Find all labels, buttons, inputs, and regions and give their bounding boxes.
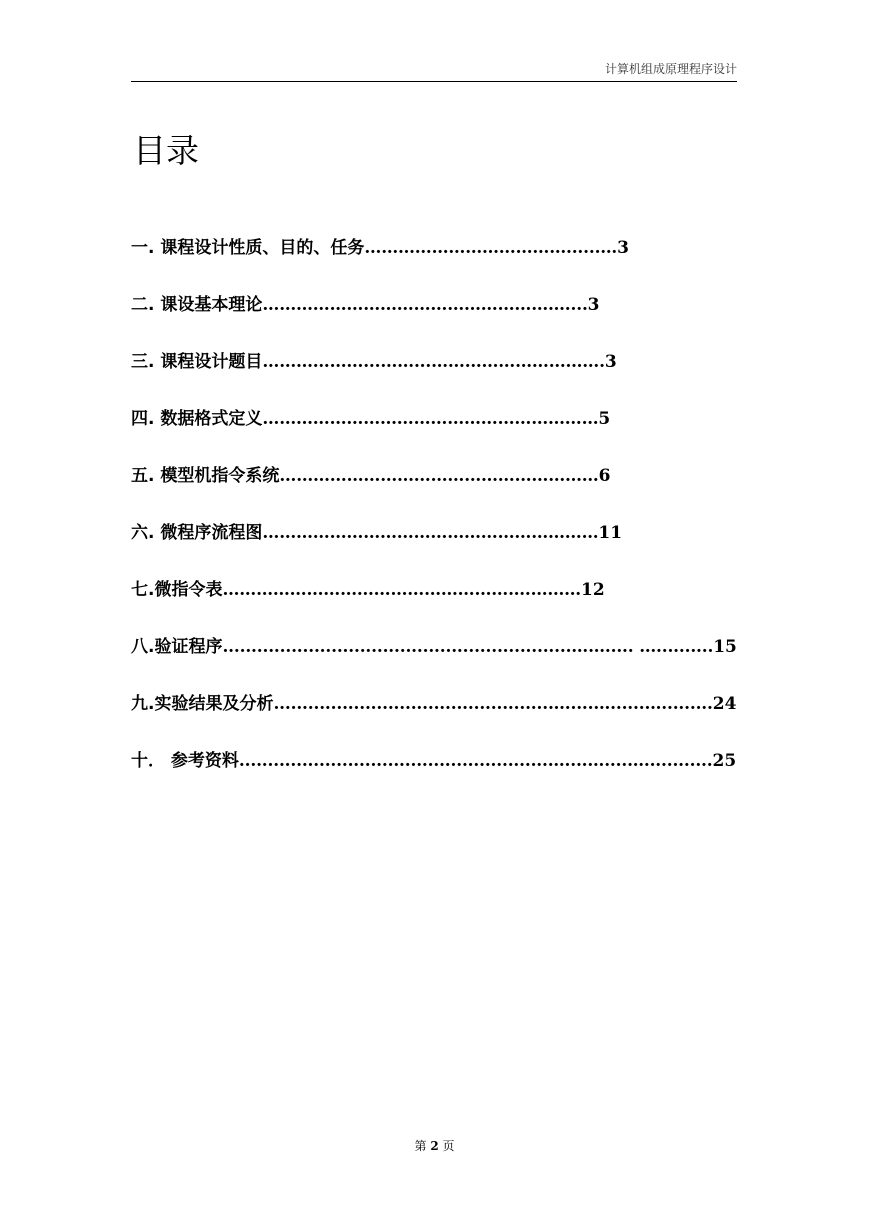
toc-entry-leader: ………………………………......… bbox=[364, 238, 618, 258]
toc-entry-page: 3 bbox=[617, 238, 629, 258]
toc-entry-8[interactable] bbox=[131, 635, 737, 659]
page-number-suffix: 页 bbox=[442, 1139, 455, 1153]
toc-entry-label: 三. 课程设计题目 bbox=[131, 352, 263, 372]
toc-entry-label: 七.微指令表 bbox=[131, 580, 223, 600]
page-footer bbox=[0, 1138, 869, 1154]
toc-title: 目录 bbox=[133, 131, 199, 170]
toc-entry-label: 二. 课设基本理论 bbox=[131, 295, 263, 315]
toc-entry-leader: ......................................................…....…....…............ bbox=[238, 751, 713, 771]
toc-entry-leader: ………………...……...…………………………. bbox=[262, 352, 605, 372]
toc-entry-page: 24 bbox=[712, 694, 737, 714]
header-title: 计算机组成原理程序设计 bbox=[604, 62, 737, 76]
page-header bbox=[131, 62, 737, 82]
toc-entry-page: 12 bbox=[581, 580, 605, 600]
toc-entry-label: 八.验证程序 bbox=[131, 637, 223, 657]
toc-entry-2[interactable] bbox=[131, 293, 600, 317]
toc-entry-7[interactable] bbox=[131, 578, 605, 602]
toc-entry-leader: ………………………………………………… bbox=[279, 466, 599, 486]
toc-entry-label: 一. 课程设计性质、目的、任务 bbox=[131, 238, 365, 258]
toc-entry-6[interactable] bbox=[131, 521, 622, 545]
toc-entry-leader: …………………………………………………… bbox=[262, 523, 599, 543]
toc-entry-leader: .............................................................……..... ….......... bbox=[222, 637, 714, 657]
toc-entry-label: 九.实验结果及分析 bbox=[131, 694, 274, 714]
toc-entry-page: 3 bbox=[587, 295, 600, 315]
toc-entry-leader: …………………………………………………… bbox=[262, 409, 599, 429]
toc-entry-label: 十． 参考资料 bbox=[131, 751, 239, 771]
toc-entry-1[interactable] bbox=[131, 236, 629, 260]
toc-entry-10[interactable] bbox=[131, 749, 736, 773]
page-number-prefix: 第 bbox=[414, 1139, 427, 1153]
toc-entry-4[interactable] bbox=[131, 407, 610, 431]
toc-entry-label: 五. 模型机指令系统 bbox=[131, 466, 280, 486]
toc-entry-page: 5 bbox=[598, 409, 611, 429]
toc-entry-3[interactable] bbox=[131, 350, 617, 374]
toc-entry-page: 11 bbox=[598, 523, 623, 543]
toc-entry-5[interactable] bbox=[131, 464, 610, 488]
toc-entry-leader: ……………………………………………….……… bbox=[222, 580, 581, 600]
toc-entry-page: 15 bbox=[713, 637, 737, 657]
toc-entry-page: 6 bbox=[598, 466, 611, 486]
toc-entry-page: 3 bbox=[604, 352, 617, 372]
toc-entry-leader: ................................................….....…......…......... bbox=[273, 694, 713, 714]
toc-entry-page: 25 bbox=[712, 751, 737, 771]
page-number: 2 bbox=[430, 1139, 439, 1153]
toc-entry-label: 四. 数据格式定义 bbox=[131, 409, 263, 429]
toc-entry-9[interactable] bbox=[131, 692, 736, 716]
toc-entry-leader: ……………………………………………….... bbox=[262, 295, 588, 315]
toc-entry-label: 六. 微程序流程图 bbox=[131, 523, 263, 543]
